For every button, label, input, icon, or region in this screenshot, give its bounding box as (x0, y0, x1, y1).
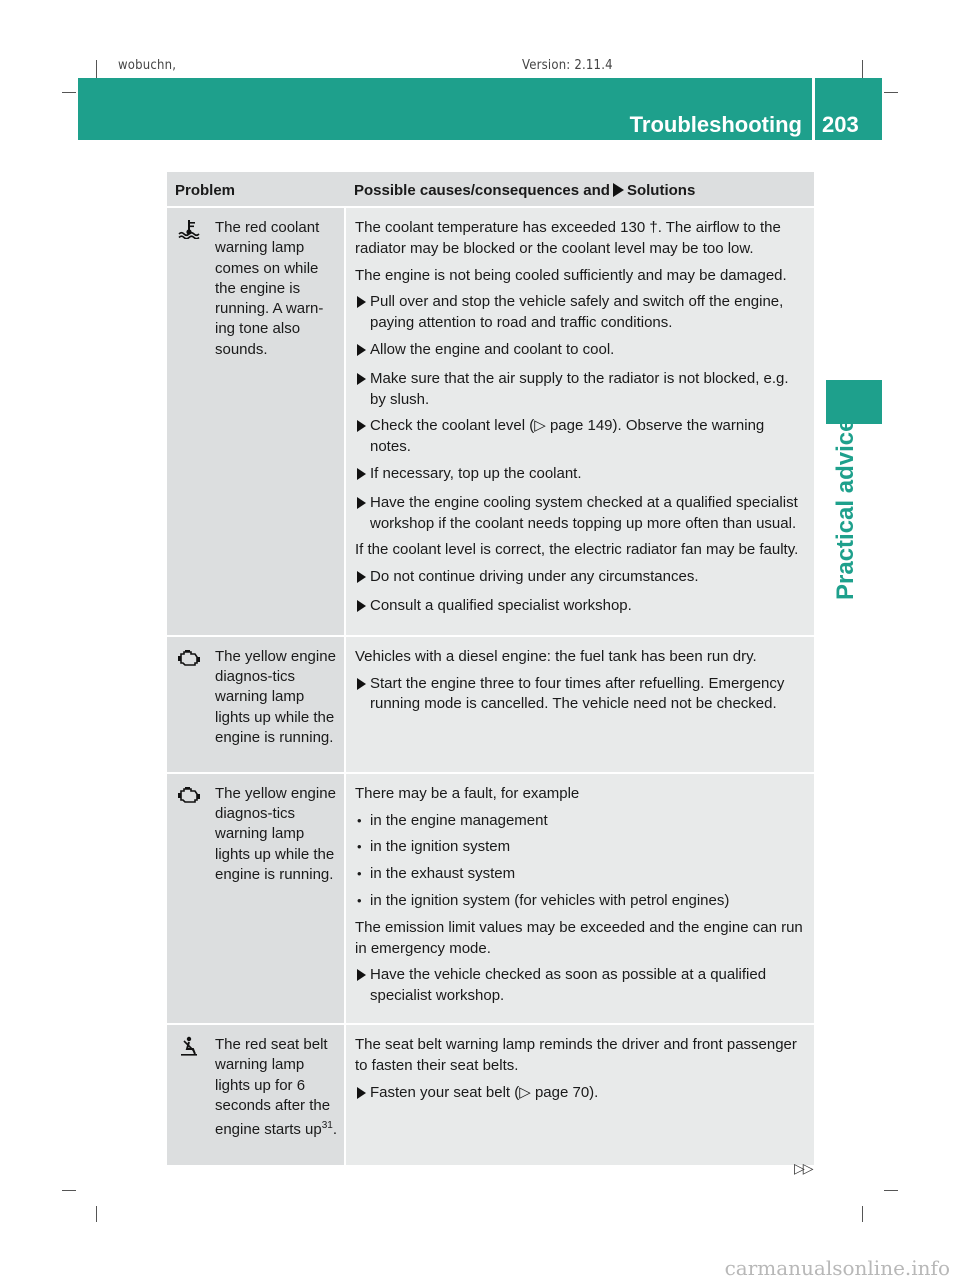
solution-step (355, 493, 808, 535)
problem-description: The red seat belt warning lamp lights up for 6 seconds after the engine starts up (215, 1035, 331, 1139)
page-title: Troubleshooting (629, 112, 802, 137)
problem-cell (167, 1025, 344, 1165)
column-header-causes: Possible causes/consequences and Solutions (354, 182, 696, 199)
solution-step (355, 965, 808, 1007)
item-text: Fasten your seat belt (▷ page 70). (370, 1083, 599, 1101)
step-arrow-icon (355, 965, 370, 1007)
step-arrow-icon (355, 567, 370, 590)
step-arrow-icon (613, 183, 624, 197)
solution-step (355, 369, 808, 411)
problem-cell (167, 774, 344, 1023)
arrow-glyph (357, 600, 366, 612)
problem-description: The red coolant warning lamp comes on while the engine is running. A warn-ing tone also sounds. (215, 219, 324, 358)
section-label: Practical advice (832, 418, 859, 600)
solution-cell (346, 1025, 814, 1165)
bullet-icon: • (357, 892, 362, 908)
watermark: carmanualsonline.info (724, 1256, 950, 1280)
problem-end: . (332, 1121, 338, 1139)
solution-step (355, 1083, 808, 1106)
arrow-glyph (357, 344, 366, 356)
solution-step (355, 416, 808, 458)
meta-right: Version: 2.11.4 (522, 58, 613, 73)
arrow-glyph (357, 1087, 366, 1099)
cause-text: The coolant temperature has exceeded 130 †. The airflow to the radiator may be blocked or the coolant level may be too low. (355, 219, 781, 257)
bullet-icon: • (357, 839, 362, 855)
problem-cell (167, 208, 344, 635)
solution-step (355, 674, 808, 716)
item-text: If necessary, top up the coolant. (370, 464, 582, 482)
bullet-item (355, 891, 808, 912)
problem-text (215, 647, 340, 762)
problem-description: The yellow engine diagnos-tics warning lamp lights up while the engine is running. (215, 784, 336, 883)
item-text: Allow the engine and coolant to cool. (370, 340, 615, 358)
cause-text: There may be a fault, for example (355, 784, 580, 802)
item-text: in the engine management (370, 811, 548, 829)
step-arrow-icon (355, 416, 370, 458)
solution-step (355, 596, 808, 619)
header-divider (812, 78, 815, 140)
item-text: Start the engine three to four times after refuelling. Emergency running mode is cancelled. The vehicle need not be checked. (370, 674, 785, 713)
crop-mark (62, 1190, 76, 1191)
cause-text: The engine is not being cooled sufficiently and may be damaged. (355, 266, 787, 284)
arrow-glyph (357, 468, 366, 480)
item-text: Pull over and stop the vehicle safely and switch off the engine, paying attention to road and traffic conditions. (370, 293, 784, 332)
step-arrow-icon (355, 596, 370, 619)
crop-mark (96, 1206, 97, 1222)
item-text: in the ignition system (370, 838, 511, 856)
continue-marker: ▷▷ (794, 1160, 812, 1176)
table-row (167, 774, 814, 1023)
arrow-glyph (357, 296, 366, 308)
item-text: Have the vehicle checked as soon as possible at a qualified specialist workshop. (370, 966, 767, 1005)
table-row (167, 637, 814, 772)
arrow-glyph (357, 497, 366, 509)
cause-text: The seat belt warning lamp reminds the driver and front passenger to fasten their seat belts. (355, 1035, 797, 1074)
solution-step (355, 464, 808, 487)
step-arrow-icon (355, 340, 370, 363)
section-tab (826, 380, 882, 424)
engine-diagnostics-icon (177, 784, 215, 1013)
page-number: 203 (822, 112, 859, 137)
step-arrow-icon (355, 369, 370, 411)
item-text: Do not continue driving under any circumstances. (370, 568, 699, 586)
problem-cell (167, 637, 344, 772)
arrow-glyph (357, 373, 366, 385)
step-arrow-icon (355, 464, 370, 487)
arrow-glyph (357, 420, 366, 432)
step-arrow-icon (355, 674, 370, 716)
engine-diagnostics-icon (177, 647, 215, 762)
crop-mark (884, 92, 898, 93)
coolant-temperature-icon (177, 218, 215, 625)
column-header-problem: Problem (175, 182, 236, 199)
bullet-item (355, 811, 808, 832)
footnote-ref: 31 (321, 1120, 333, 1132)
bullet-item (355, 864, 808, 885)
item-text: Check the coolant level (▷ page 149). Observe the warning notes. (370, 417, 765, 456)
item-text: Make sure that the air supply to the radiator is not blocked, e.g. by slush. (370, 369, 789, 408)
crop-mark (862, 60, 863, 78)
arrow-glyph (357, 678, 366, 690)
crop-mark (96, 60, 97, 78)
bullet-icon: • (357, 866, 362, 882)
item-text: Have the engine cooling system checked at a qualified specialist workshop if the coolant needs topping up more often than usual. (370, 493, 798, 532)
solution-cell (346, 774, 814, 1023)
arrow-glyph (357, 969, 366, 981)
item-text: Consult a qualified specialist workshop. (370, 596, 632, 614)
step-arrow-icon (355, 292, 370, 334)
solution-step (355, 567, 808, 590)
step-arrow-icon (355, 493, 370, 535)
solution-step (355, 292, 808, 334)
problem-text (215, 1035, 340, 1155)
solution-step (355, 340, 808, 363)
step-arrow-icon (355, 1083, 370, 1106)
bullet-item (355, 837, 808, 858)
item-text: in the exhaust system (370, 865, 516, 883)
problem-text (215, 218, 340, 625)
table-row (167, 208, 814, 635)
solution-cell (346, 208, 814, 635)
cause-text: If the coolant level is correct, the electric radiator fan may be faulty. (355, 541, 799, 559)
problem-text (215, 784, 340, 1013)
crop-mark (884, 1190, 898, 1191)
cause-text: The emission limit values may be exceeded and the engine can run in emergency mode. (355, 918, 803, 957)
bullet-icon: • (357, 812, 362, 828)
arrow-glyph (357, 571, 366, 583)
crop-mark (862, 1206, 863, 1222)
table-row (167, 1025, 814, 1165)
solution-cell (346, 637, 814, 772)
problem-description: The yellow engine diagnos-tics warning lamp lights up while the engine is running. (215, 647, 336, 746)
seat-belt-icon (177, 1035, 215, 1155)
item-text: in the ignition system (for vehicles with petrol engines) (370, 891, 730, 909)
meta-left: wobuchn, (118, 58, 177, 73)
crop-mark (62, 92, 76, 93)
table-header (167, 172, 814, 206)
cause-text: Vehicles with a diesel engine: the fuel tank has been run dry. (355, 647, 757, 665)
troubleshooting-table (167, 172, 814, 1167)
